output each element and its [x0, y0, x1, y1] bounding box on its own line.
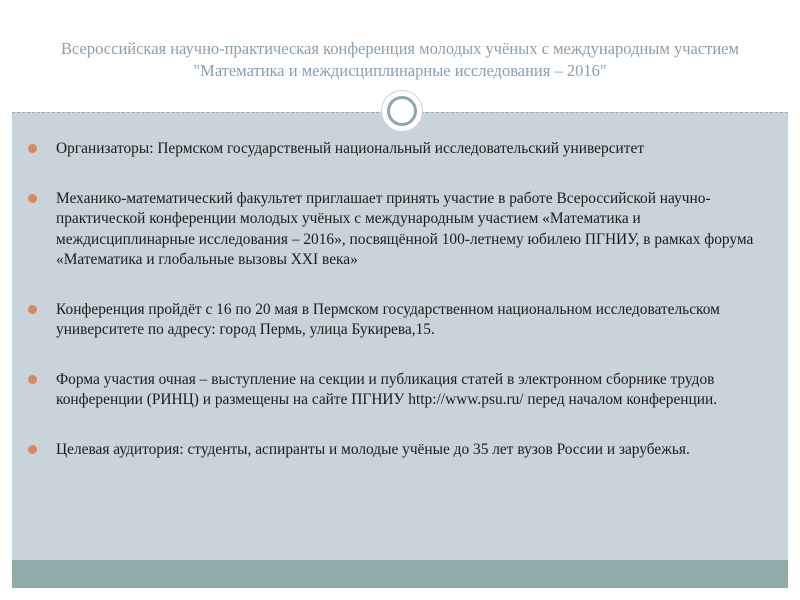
slide — [12, 12, 788, 588]
bullet-dot-icon — [28, 305, 37, 314]
bullet-text: Организаторы: Пермском государственый национальный исследовательский университет — [56, 140, 645, 157]
bullet-item-audience — [56, 440, 771, 461]
bullet-text: Механико-математический факультет приглашает принять участие в работе Всероссийской научно-практической конференции молодых учёных с международным участием «Математика и междисциплинарные исследования – 2016», посвящённой 100-летнему юбилею ПГНИУ, в рамках форума «Математика и глобальные вызовы XXI века» — [56, 189, 754, 268]
bullet-text: Форма участия очная – выступление на секции и публикация статей в электронном сборнике трудов конференции (РИНЦ) и размещены на сайте ПГНИУ http://www.psu.ru/ перед началом конференции. — [56, 370, 718, 408]
bullet-item-dates — [56, 300, 771, 341]
bullet-item-invitation — [56, 189, 771, 271]
bullet-dot-icon — [28, 375, 37, 384]
bullet-text: Конференция пройдёт с 16 по 20 мая в Пермском государственном национальном исследовательском университете по адресу: город Пермь, улица Букирева,15. — [56, 300, 720, 338]
bullet-dot-icon — [28, 194, 37, 203]
slide-title: Всероссийская научно-практическая конференция молодых учёных с международным участием "Математика и междисциплинарные исследования – 2016" — [61, 39, 739, 80]
bullet-list — [56, 139, 771, 489]
footer-bar — [12, 560, 788, 588]
bullet-dot-icon — [28, 445, 37, 454]
bullet-text: Целевая аудитория: студенты, аспиранты и молодые учёные до 35 лет вузов России и зарубежья. — [56, 440, 690, 458]
bullet-item-format — [56, 370, 771, 411]
divider-ornament-icon — [381, 90, 423, 132]
ornament-ring — [387, 96, 417, 126]
bullet-item-organizers — [56, 139, 771, 160]
bullet-dot-icon — [28, 144, 37, 153]
